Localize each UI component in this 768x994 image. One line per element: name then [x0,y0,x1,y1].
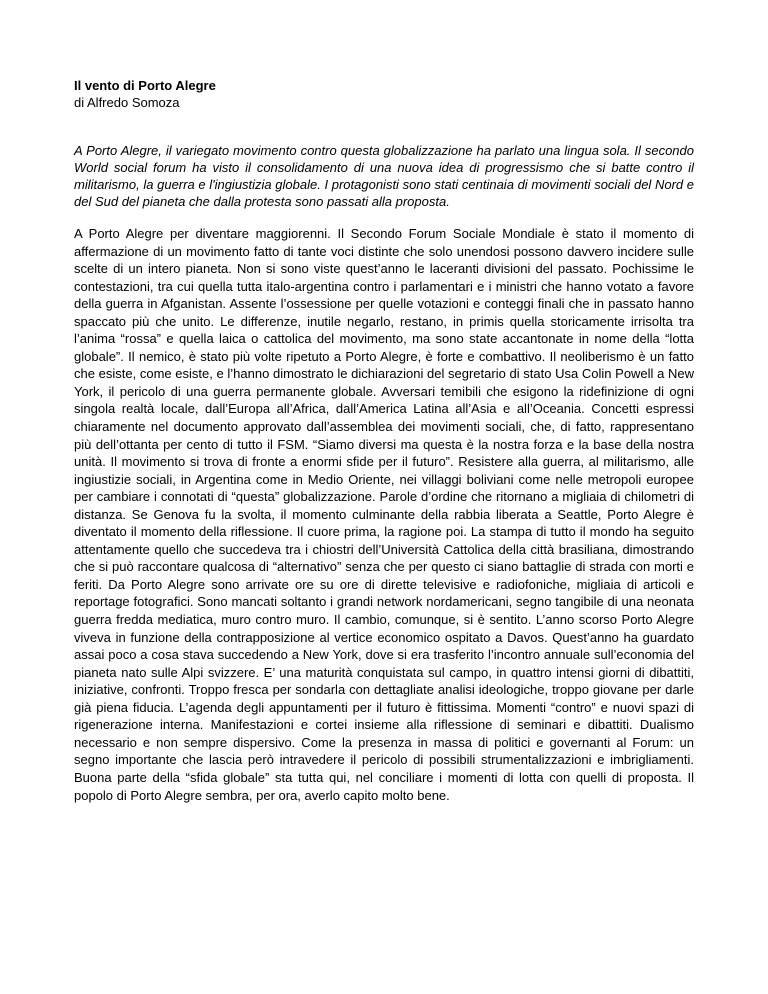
article-byline: di Alfredo Somoza [74,95,180,110]
document-page [74,77,694,804]
article-title: Il vento di Porto Alegre [74,78,216,93]
article-body: A Porto Alegre per diventare maggiorenni. Il Secondo Forum Sociale Mondiale è stato il momento di affermazione di un movimento fatto di tante voci distinte che solo unendosi possono davvero incidere sulle scelte di un intero pianeta. Non si sono viste quest’anno le laceranti divisioni del passato. Pochissime le contestazioni, tra cui quella tutta italo-argentina contro i parlamentari e i ministri che hanno votato a favore della guerra in Afganistan. Assente l’ossessione per quelle votazioni e conteggi finali che in passato hanno spaccato più che unito. Le differenze, inutile negarlo, restano, in primis quella storicamente irrisolta tra l’anima “rossa” e quella laica o cattolica del movimento, ma sono state accantonate in nome della “lotta globale”. Il nemico, è stato più volte ripetuto a Porto Alegre, è forte e combattivo. Il neoliberismo è un fatto che esiste, come esiste, e l’hanno dimostrato le dichiarazioni del segretario di stato Usa Colin Powell a New York, il pericolo di una guerra permanente globale. Avversari temibili che esigono la ridefinizione di ogni singola realtà locale, dall’Europa all’Africa, dall’America Latina all’Asia e all’Oceania. Concetti espressi chiaramente nel documento approvato dall’assemblea dei movimenti sociali, che, di fatto, rappresentano più dell’ottanta per cento di tutto il FSM. “Siamo diversi ma questa è la nostra forza e la base della nostra unità. Il movimento si trova di fronte a enormi sfide per il futuro”. Resistere alla guerra, al militarismo, alle ingiustizie sociali, in Argentina come in Medio Oriente, nei villaggi boliviani come nelle metropoli europee per cambiare i connotati di “questa” globalizzazione. Parole d’ordine che ritornano a migliaia di chilometri di distanza. Se Genova fu la svolta, il momento culminante della rabbia liberata a Seattle, Porto Alegre è diventato il momento della riflessione. Il cuore prima, la ragione poi. La stampa di tutto il mondo ha seguito attentamente quello che succedeva tra i chiostri dell’Università Cattolica della città brasiliana, dimostrando che si può raccontare qualcosa di “alternativo” senza che per questo ci siano battaglie di strada con morti e feriti. Da Porto Alegre sono arrivate ore su ore di dirette televisive e radiofoniche, migliaia di articoli e reportage fotografici. Sono mancati soltanto i grandi network nordamericani, segno tangibile di una neonata guerra fredda mediatica, muro contro muro. Il cambio, comunque, si è sentito. L’anno scorso Porto Alegre viveva in funzione della contrapposizione al vertice economico ospitato a Davos. Quest’anno ha guardato assai poco a cosa stava succedendo a New York, dove si era trasferito l’incontro annuale sull’economia del pianeta nato sulle Alpi svizzere. E’ una maturità conquistata sul campo, in quattro intensi giorni di dibattiti, iniziative, confronti. Troppo fresca per sondarla con dettagliate analisi ideologiche, troppo giovane per darle già piena fiducia. L’agenda degli appuntamenti per il futuro è fittissima. Momenti “contro” e nuovi spazi di rigenerazione interna. Manifestazioni e cortei insieme alla riflessione di seminari e dibattiti. Dualismo necessario e non sempre dispersivo. Come la presenza in massa di politici e governanti al Forum: un segno importante che lascia però intravedere il pericolo di possibili strumentalizzazioni e imbrigliamenti. Buona parte della “sfida globale” sta tutta qui, nel conciliare i momenti di lotta con quelli di proposta. Il popolo di Porto Alegre sembra, per ora, averlo capito molto bene. [74,226,694,803]
article-abstract: A Porto Alegre, il variegato movimento contro questa globalizzazione ha parlato una lingua sola. Il secondo World social forum ha visto il consolidamento di una nuova idea di progressismo che si batte contro il militarismo, la guerra e l'ingiustizia globale. I protagonisti sono stati centinaia di movimenti sociali del Nord e del Sud del pianeta che dalla protesta sono passati alla proposta. [74,143,694,209]
